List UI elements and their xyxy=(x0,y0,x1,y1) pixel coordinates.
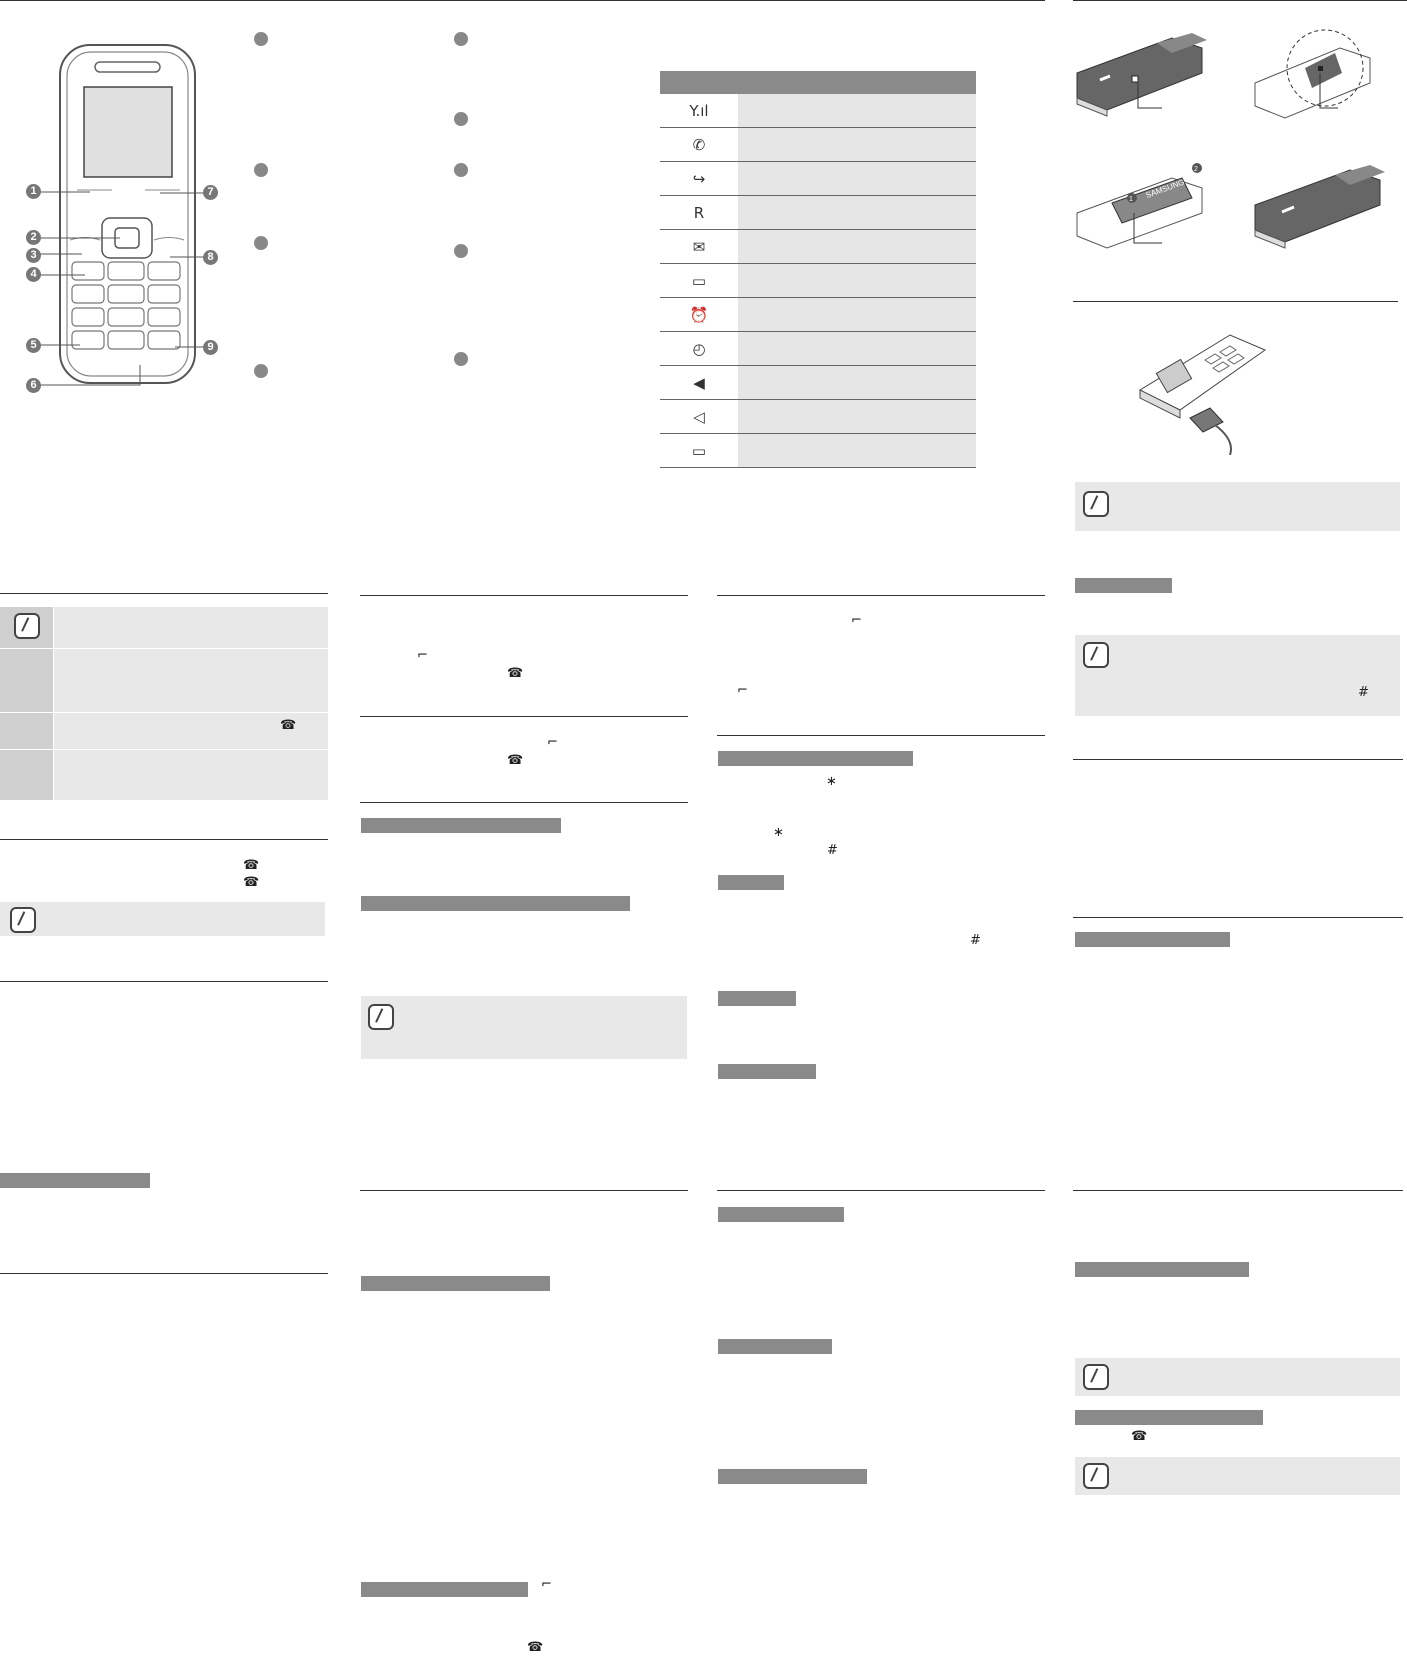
subheading-bar xyxy=(0,1173,150,1188)
table-row xyxy=(660,264,976,298)
callout-6: 6 xyxy=(26,378,41,393)
top-rule-right xyxy=(1073,0,1407,1)
star-key-icon: ∗ xyxy=(773,825,784,840)
section-rule xyxy=(0,1273,328,1274)
section-rule xyxy=(360,595,688,596)
note-box xyxy=(0,902,325,936)
table-row xyxy=(660,94,976,128)
subheading-bar xyxy=(1075,1262,1249,1277)
table-row xyxy=(660,230,976,264)
battery-brand-label: SAMSUNG xyxy=(1144,177,1186,200)
silent-profile-icon: ◁ xyxy=(660,400,738,434)
section-rule xyxy=(1073,917,1403,918)
subheading-bar xyxy=(718,751,913,766)
section-rule xyxy=(360,716,688,717)
section-rule xyxy=(0,839,328,840)
section-rule xyxy=(0,981,328,982)
table-cell-shaded xyxy=(0,750,53,800)
key-bullet xyxy=(454,163,468,177)
note-icon xyxy=(10,907,36,933)
key-bullet xyxy=(454,32,468,46)
key-bullet xyxy=(254,236,268,250)
subheading-bar xyxy=(361,818,561,833)
subheading-bar xyxy=(718,1064,816,1079)
new-voice-mail-icon: ▭ xyxy=(660,264,738,298)
table-cell-shaded xyxy=(0,713,53,749)
battery-step-number: 2 xyxy=(1194,166,1198,173)
status-icon-table xyxy=(660,71,976,468)
note-icon xyxy=(1083,1364,1109,1390)
talk-key-icon: ⌐ xyxy=(417,648,428,663)
key-bullet xyxy=(254,364,268,378)
call-in-progress-icon: ✆ xyxy=(660,128,738,162)
key-bullet xyxy=(254,32,268,46)
end-key-icon: ☎ xyxy=(527,1640,544,1655)
section-rule xyxy=(1073,301,1398,302)
note-box xyxy=(1075,635,1400,716)
section-rule xyxy=(1073,1190,1403,1191)
table-row xyxy=(660,162,976,196)
subheading-bar xyxy=(718,875,784,890)
battery-cover-replace-illustration xyxy=(1250,160,1390,250)
subheading-bar xyxy=(1075,932,1230,947)
table-cell xyxy=(54,607,328,648)
note-box xyxy=(1075,1358,1400,1396)
note-icon xyxy=(1083,642,1109,668)
subheading-bar xyxy=(718,991,796,1006)
section-rule xyxy=(360,1190,688,1191)
table-row xyxy=(660,332,976,366)
section-rule xyxy=(717,1190,1045,1191)
normal-profile-icon: ◀ xyxy=(660,366,738,400)
subheading-bar xyxy=(361,1276,550,1291)
phone-layout-illustration xyxy=(20,40,225,400)
section-rule xyxy=(717,735,1045,736)
battery-cover-remove-illustration xyxy=(1072,28,1212,118)
hash-key-icon: # xyxy=(970,933,981,948)
subheading-bar xyxy=(718,1339,832,1354)
table-header-icon xyxy=(660,71,738,94)
note-icon xyxy=(1083,491,1109,517)
callout-8: 8 xyxy=(203,250,218,265)
talk-key-icon: ⌐ xyxy=(737,683,748,698)
talk-key-icon: ⌐ xyxy=(541,1577,552,1592)
table-cell xyxy=(54,750,328,800)
table-row xyxy=(660,434,976,468)
battery-insert-illustration xyxy=(1250,28,1380,123)
talk-key-icon: ⌐ xyxy=(547,735,558,750)
section-rule xyxy=(360,802,688,803)
section-rule xyxy=(0,593,328,594)
end-key-icon: ☎ xyxy=(507,666,524,681)
subheading-bar xyxy=(1075,1410,1263,1425)
key-bullet xyxy=(454,352,468,366)
end-key-icon: ☎ xyxy=(1131,1429,1148,1444)
callout-1: 1 xyxy=(26,184,41,199)
note-icon xyxy=(368,1004,394,1030)
call-diverting-icon: ↪ xyxy=(660,162,738,196)
note-box xyxy=(361,996,687,1059)
new-message-icon: ✉ xyxy=(660,230,738,264)
subheading-bar xyxy=(718,1207,844,1222)
note-icon xyxy=(1083,1463,1109,1489)
top-rule-left xyxy=(0,0,1045,1)
table-row xyxy=(660,196,976,230)
key-bullet xyxy=(254,163,268,177)
callout-3: 3 xyxy=(26,248,41,263)
talk-key-icon: ⌐ xyxy=(851,613,862,628)
callout-7: 7 xyxy=(203,185,218,200)
table-cell xyxy=(54,649,328,712)
subheading-bar xyxy=(361,1582,528,1597)
end-key-icon: ☎ xyxy=(243,875,260,890)
note-box xyxy=(1075,482,1400,531)
roaming-icon: R xyxy=(660,196,738,230)
subheading-bar xyxy=(1075,578,1172,593)
charger-connect-illustration xyxy=(1135,330,1270,455)
signal-strength-icon: Y.ıl xyxy=(660,94,738,128)
subheading-bar xyxy=(361,896,630,911)
battery-level-icon: ▭ xyxy=(660,434,738,468)
section-rule xyxy=(717,595,1045,596)
star-key-icon: ∗ xyxy=(826,774,837,789)
key-bullet xyxy=(454,112,468,126)
table-cell-shaded xyxy=(0,649,53,712)
table-row xyxy=(660,128,976,162)
section-rule xyxy=(1073,759,1403,760)
note-box xyxy=(1075,1457,1400,1495)
callout-5: 5 xyxy=(26,338,41,353)
hash-key-icon: # xyxy=(827,843,838,858)
end-key-icon: ☎ xyxy=(507,753,524,768)
note-icon xyxy=(14,613,40,639)
end-key-icon: ☎ xyxy=(280,718,297,733)
hash-key-icon: # xyxy=(1358,685,1369,700)
callout-4: 4 xyxy=(26,267,41,282)
timer-icon: ◴ xyxy=(660,332,738,366)
table-row xyxy=(660,400,976,434)
callout-9: 9 xyxy=(203,340,218,355)
table-header-definition xyxy=(738,71,976,94)
table-row xyxy=(660,298,976,332)
alarm-icon: ⏰ xyxy=(660,298,738,332)
callout-2: 2 xyxy=(26,230,41,245)
table-row xyxy=(660,366,976,400)
key-bullet xyxy=(454,244,468,258)
battery-placement-illustration xyxy=(1072,158,1222,253)
end-key-icon: ☎ xyxy=(243,858,260,873)
battery-step-number: 1 xyxy=(1129,196,1133,203)
subheading-bar xyxy=(718,1469,867,1484)
